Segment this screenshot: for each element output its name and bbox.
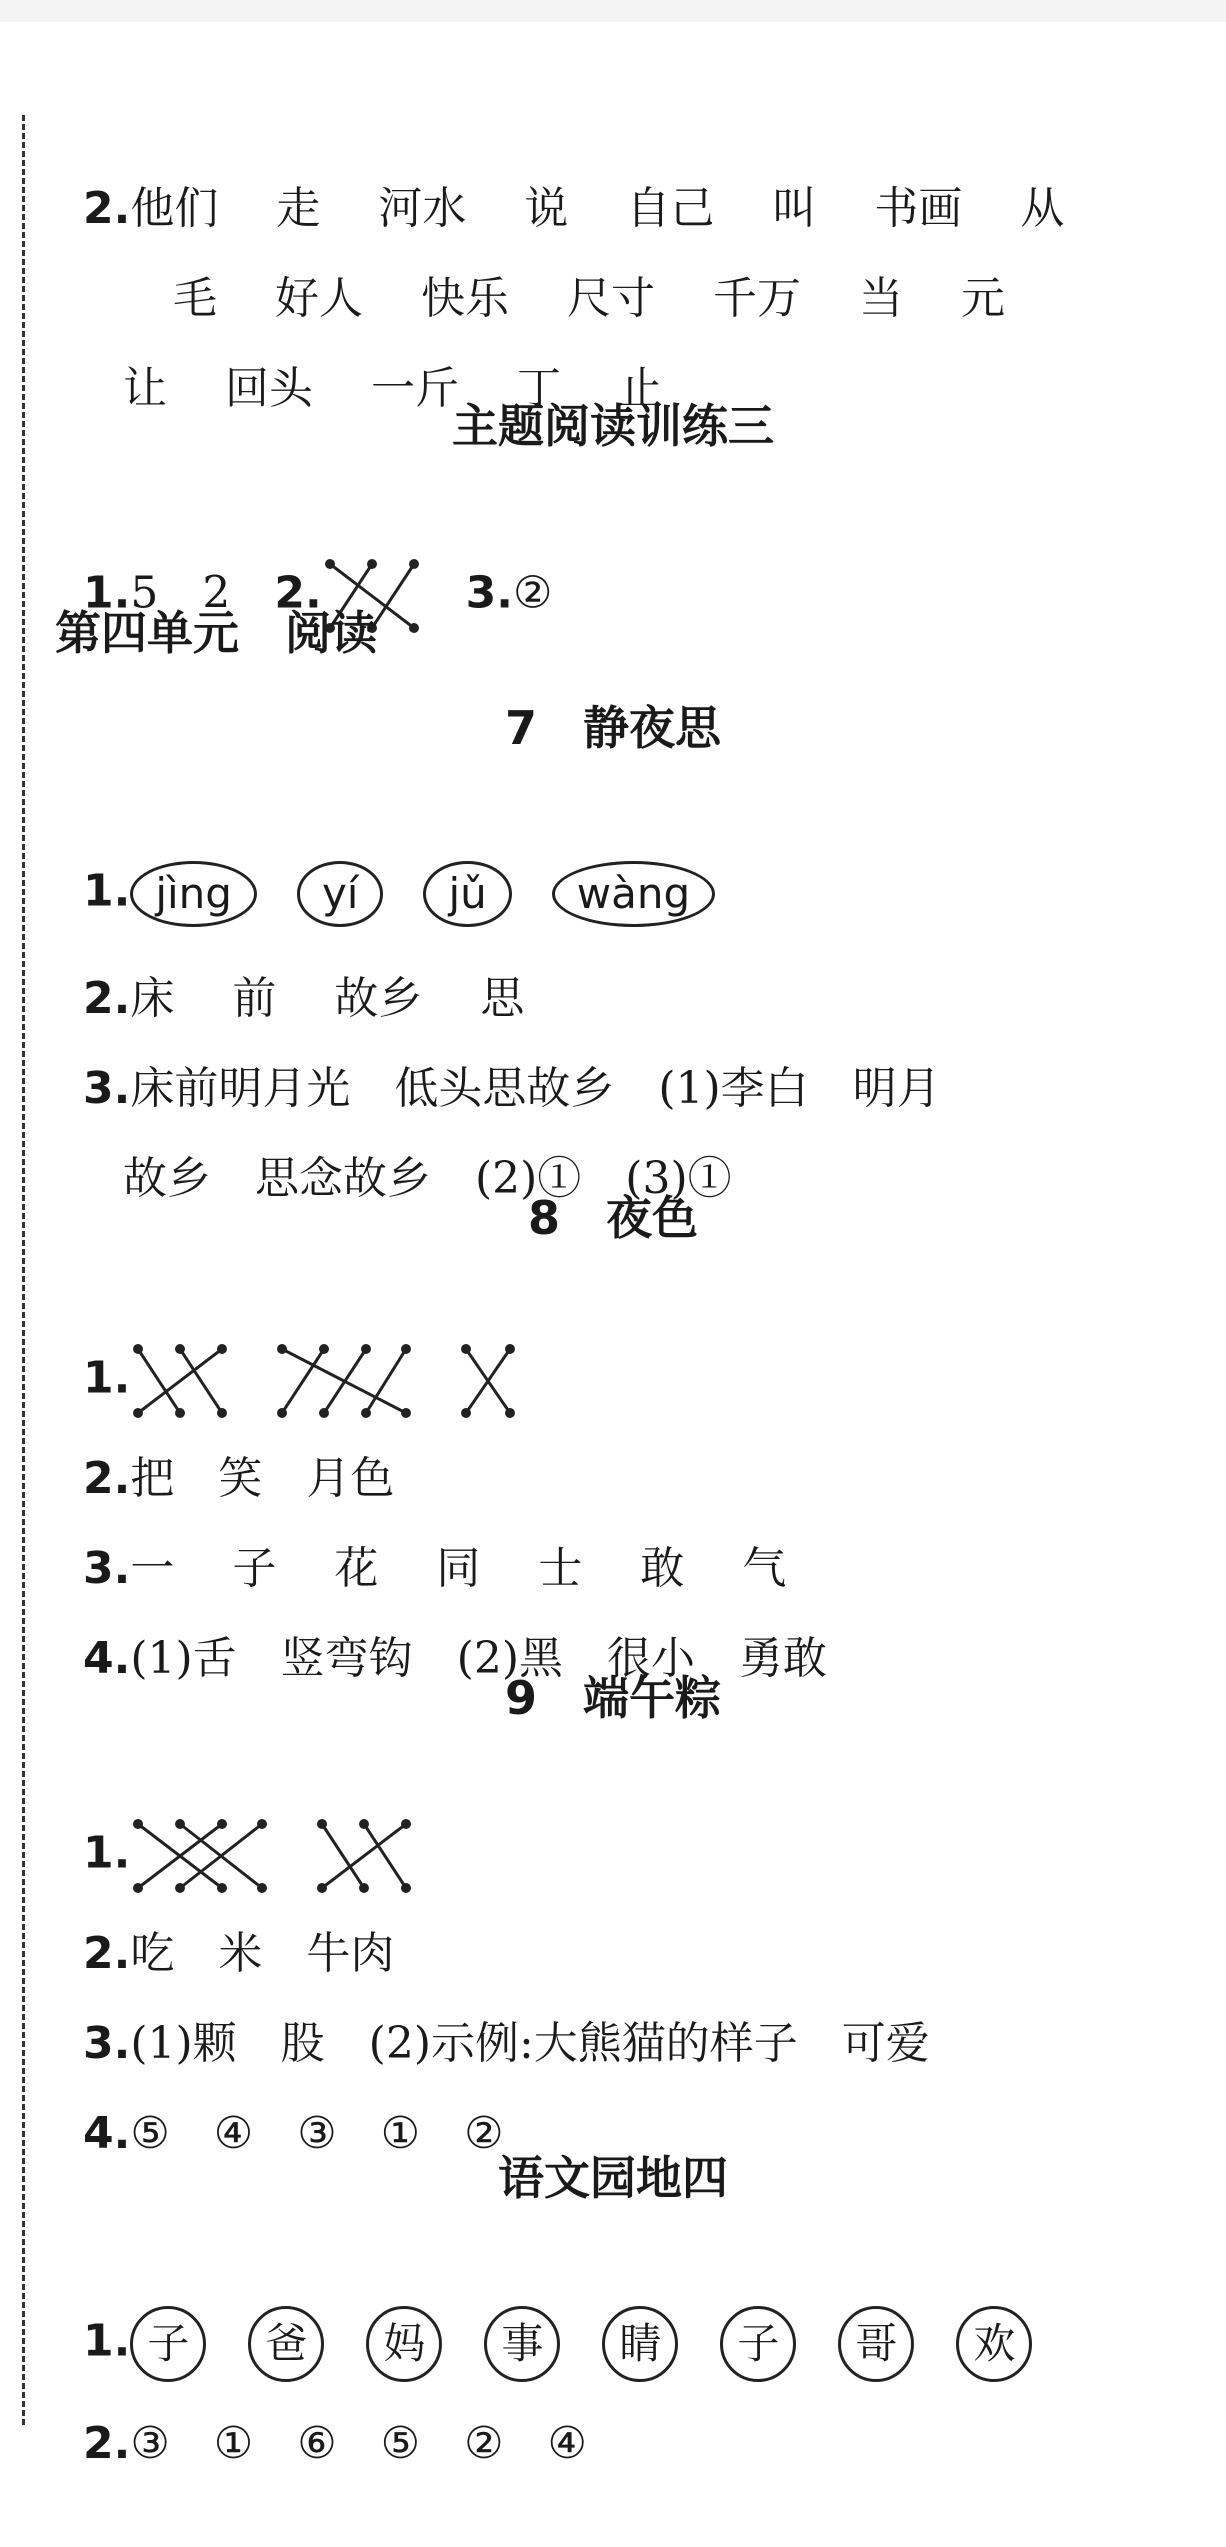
question-number: 3. [82,1543,131,1594]
word: 丁 [516,363,561,414]
word: 回头 [224,363,313,414]
question-number: 2. [82,973,131,1024]
answer-text: 床前明月光 低头思故乡 (1)李白 明月 [130,1063,941,1114]
lesson-heading: 8 夜色 [527,1191,698,1245]
word: 止 [618,363,663,414]
binding-dash-line [22,115,25,2425]
lesson-heading: 9 端午粽 [504,1671,721,1725]
lesson-heading: 7 静夜思 [504,701,721,755]
circled-character: 事 [484,2306,560,2382]
circled-character: 妈 [366,2306,442,2382]
answer-text: 吃 米 牛肉 [130,1928,395,1979]
answer: 2 [202,567,231,619]
answer-text: ⑤ ④ ③ ① ② [130,2108,504,2159]
word: 好人 [274,273,363,324]
answer-text: ③ ① ⑥ ⑤ ② ④ [130,2418,587,2469]
word: 故乡 [334,973,423,1024]
question-number: 2. [274,567,322,619]
question-number: 1. [82,1352,131,1404]
circled-character: 子 [720,2306,796,2382]
pinyin-oval: jǔ [423,861,511,927]
question-number: 2. [82,183,131,234]
question-number: 2. [82,2418,131,2469]
word: 一斤 [370,363,459,414]
word: 自己 [626,183,715,234]
pinyin-oval: wàng [552,861,715,927]
circled-character: 子 [130,2306,206,2382]
word: 当 [858,273,903,324]
pinyin-oval: yí [297,861,384,927]
question-number: 2. [82,1928,131,1979]
word: 从 [1020,183,1065,234]
character: 敢 [640,1543,685,1594]
word: 前 [232,973,277,1024]
circled-character: 欢 [956,2306,1032,2382]
answer-line [55,2360,1206,2472]
question-number: 4. [82,1633,131,1684]
answer: 5 [130,567,159,619]
question-number: 1. [82,865,131,917]
question-number: 3. [82,2018,131,2069]
answer-text: (1)舌 竖弯钩 (2)黑 很小 勇敢 [130,1633,827,1684]
question-number: 3. [82,1063,131,1114]
character: 同 [436,1543,481,1594]
question-number: 2. [82,1453,131,1504]
question-number: 1. [82,1827,131,1879]
answer-line [55,2050,1206,2162]
word: 元 [960,273,1005,324]
character: 花 [334,1543,379,1594]
unit-heading: 第四单元 阅读 [55,606,377,660]
word: 书画 [874,183,963,234]
answer: ② [513,567,553,619]
word: 毛 [172,273,217,324]
word: 让 [122,363,167,414]
word: 千万 [712,273,801,324]
question-number: 3. [465,567,514,619]
word: 尺寸 [566,273,655,324]
question-number: 1. [82,2315,131,2367]
answer-text: 故乡 思念故乡 (2)① (3)① [122,1153,732,1204]
top-band [0,0,1226,22]
word: 思 [480,973,525,1024]
word: 快乐 [420,273,509,324]
word: 他们 [130,183,219,234]
word: 床 [130,973,175,1024]
answer-text: (1)颗 股 (2)示例:大熊猫的样子 可爱 [130,2018,930,2069]
circled-character: 睛 [602,2306,678,2382]
character: 气 [742,1543,787,1594]
word: 走 [276,183,321,234]
question-number: 1. [82,567,131,619]
word: 说 [524,183,569,234]
word: 叫 [772,183,817,234]
answer-text: 把 笑 月色 [130,1453,395,1504]
character: 一 [130,1543,175,1594]
circled-character: 哥 [838,2306,914,2382]
circled-character: 爸 [248,2306,324,2382]
pinyin-answer-line [55,805,1206,927]
character: 子 [232,1543,277,1594]
section-heading: 语文园地四 [498,2151,728,2205]
word: 河水 [378,183,467,234]
section-heading: 主题阅读训练三 [452,399,774,453]
pinyin-oval: jìng [130,861,257,927]
question-number: 4. [82,2108,131,2159]
character: 士 [538,1543,583,1594]
